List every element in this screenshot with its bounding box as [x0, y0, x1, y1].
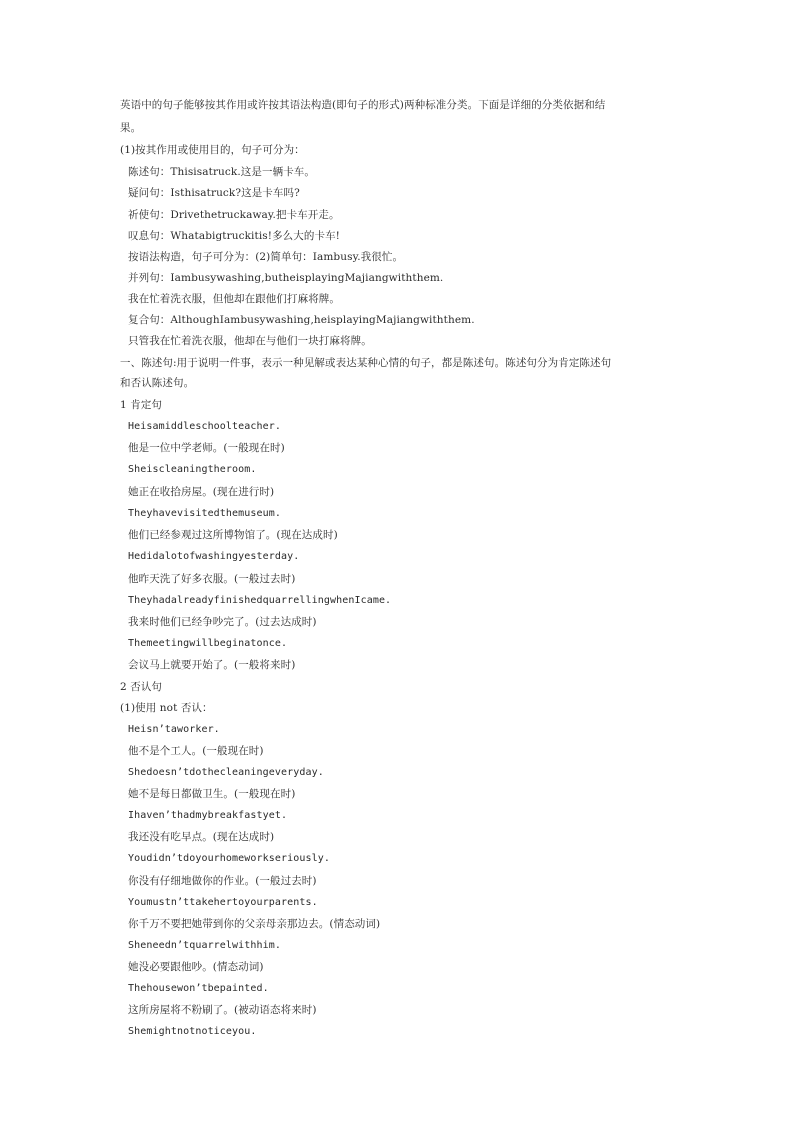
imperative-example: 祈使句：Drivethetruckaway.把卡车开走。 — [128, 209, 340, 221]
intro-line-2: 果。 — [120, 122, 142, 134]
negative-item: Sheneedn’tquarrelwithhim. — [128, 940, 282, 951]
negative-item: 你千万不要把她带到你的父亲母亲那边去。(情态动词) — [128, 918, 381, 930]
section1-line-2: 和否认陈述句。 — [120, 377, 195, 389]
affirmative-item: Hedidalotofwashingyesterday. — [128, 551, 300, 562]
affirmative-item: Themeetingwillbeginatonce. — [128, 638, 288, 649]
by-use-heading: (1)按其作用或使用目的，句子可分为： — [120, 144, 305, 156]
section1-line-1: 一、陈述句:用于说明一件事，表示一种见解或表达某种心情的句子，都是陈述句。陈述句分为肯定陈述句 — [120, 357, 612, 369]
complex-example: 复合句：AlthoughIambusywashing,heisplayingMajiangwiththem. — [128, 314, 475, 326]
affirmative-item: 他们已经参观过这所博物馆了。(现在达成时) — [128, 529, 338, 541]
affirmative-item: 她正在收拾房屋。(现在进行时) — [128, 486, 275, 498]
negative-item: Youmustn’ttakehertoyourparents. — [128, 897, 318, 908]
negative-item: 她不是每日都做卫生。(一般现在时) — [128, 788, 296, 800]
negative-item: 你没有仔细地做你的作业。(一般过去时) — [128, 875, 317, 887]
interrogative-example: 疑问句：Isthisatruck?这是卡车吗? — [128, 187, 300, 199]
affirmative-item: Sheiscleaningtheroom. — [128, 464, 257, 475]
negative-item: 这所房屋将不粉刷了。(被动语态将来时) — [128, 1004, 317, 1016]
negative-item: Shemightnotnoticeyou. — [128, 1026, 257, 1037]
negative-item: Thehousewon’tbepainted. — [128, 983, 269, 994]
complex-translation: 只管我在忙着洗衣服，他却在与他们一块打麻将牌。 — [128, 335, 372, 347]
affirmative-item: 会议马上就要开始了。(一般将来时) — [128, 659, 296, 671]
compound-translation: 我在忙着洗衣服，但他却在跟他们打麻将牌。 — [128, 293, 340, 305]
by-structure-heading: 按语法构造，句子可分为：(2)简单句：Iambusy.我很忙。 — [128, 251, 404, 263]
affirmative-heading: 1 肯定句 — [120, 399, 163, 411]
affirmative-item: Heisamiddleschoolteacher. — [128, 421, 282, 432]
negative-item: Youdidn’tdoyourhomeworkseriously. — [128, 853, 330, 864]
affirmative-item: Theyhavevisitedthemuseum. — [128, 508, 282, 519]
affirmative-item: 我来时他们已经争吵完了。(过去达成时) — [128, 616, 317, 628]
declarative-example: 陈述句：Thisisatruck.这是一辆卡车。 — [128, 166, 316, 178]
negative-heading: 2 否认句 — [120, 681, 163, 693]
negative-item: 她没必要跟他吵。(情态动词) — [128, 961, 264, 973]
affirmative-item: 他昨天洗了好多衣服。(一般过去时) — [128, 573, 296, 585]
exclamatory-example: 叹息句：Whatabigtruckitis!多么大的卡车! — [128, 230, 341, 242]
negative-item: Ihaven’thadmybreakfastyet. — [128, 810, 288, 821]
affirmative-item: TheyhadalreadyfinishedquarrellingwhenIcame. — [128, 595, 392, 606]
negative-item: 他不是个工人。(一般现在时) — [128, 745, 264, 757]
compound-example: 并列句：Iambusywashing,butheisplayingMajiangwiththem. — [128, 272, 444, 284]
negative-not-heading: (1)使用 not 否认： — [120, 702, 213, 714]
negative-item: 我还没有吃早点。(现在达成时) — [128, 831, 275, 843]
negative-item: Heisn’taworker. — [128, 724, 220, 735]
affirmative-item: 他是一位中学老师。(一般现在时) — [128, 442, 285, 454]
negative-item: Shedoesn’tdothecleaningeveryday. — [128, 767, 324, 778]
intro-line-1: 英语中的句子能够按其作用或许按其语法构造(即句子的形式)两种标准分类。下面是详细的分类依据和结 — [120, 99, 606, 111]
